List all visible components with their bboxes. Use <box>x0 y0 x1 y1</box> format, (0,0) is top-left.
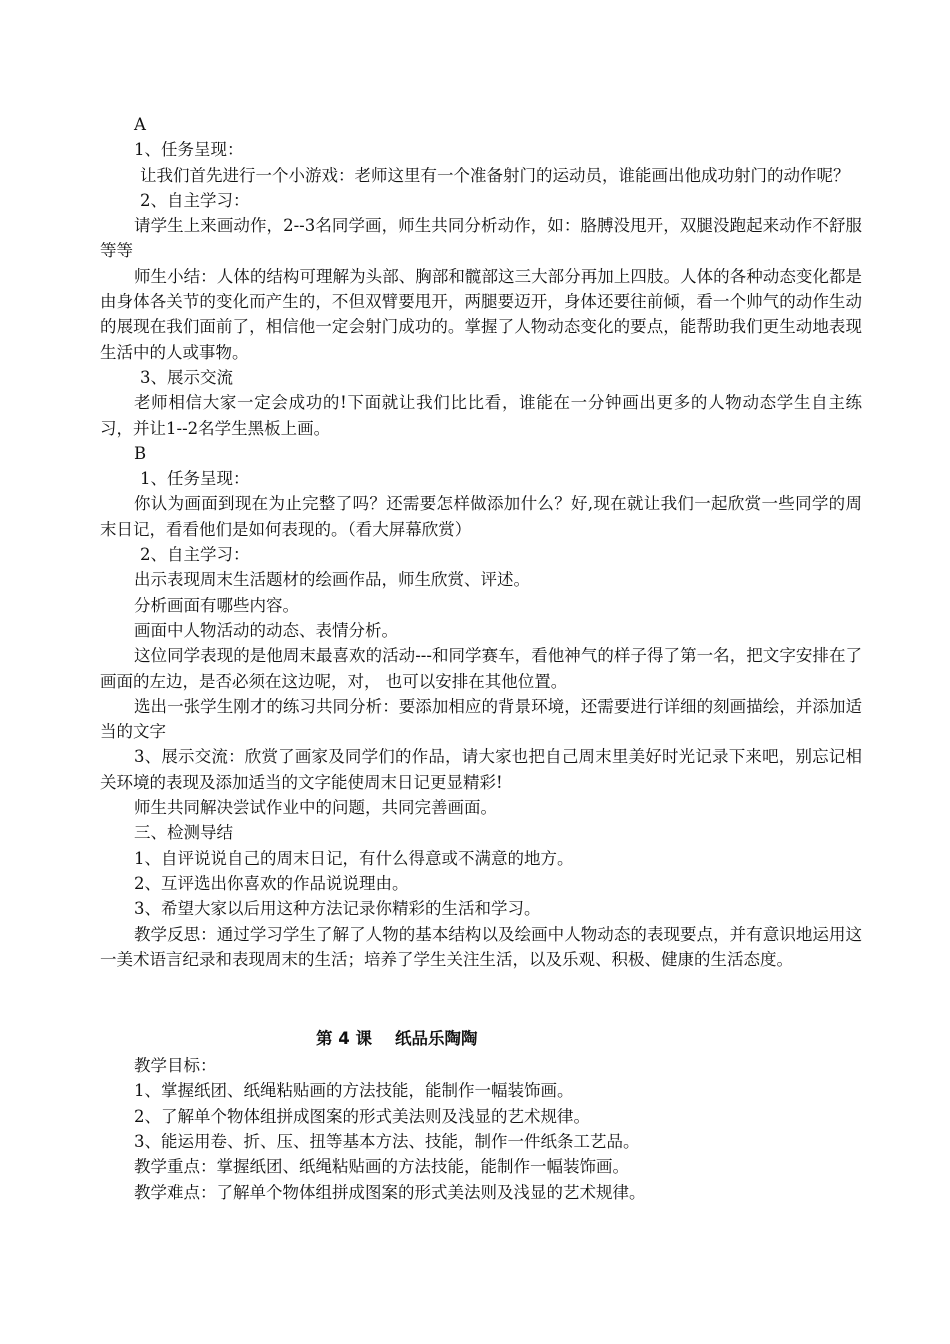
section-gap <box>100 972 862 1027</box>
paragraph: 出示表现周末生活题材的绘画作品，师生欣赏、评述。 <box>134 570 530 590</box>
paragraph: 三、检测导结 <box>134 823 233 843</box>
paragraph: 画面中人物活动的动态、表情分析。 <box>134 620 398 640</box>
document-body <box>100 112 862 1205</box>
lesson-title: 第 4 课 纸品乐陶陶 <box>316 1029 478 1049</box>
paragraph: 3、能运用卷、折、压、扭等基本方法、技能，制作一件纸条工艺品。 <box>134 1131 640 1151</box>
paragraph: 2、自主学习： <box>140 190 250 210</box>
paragraph: 老师相信大家一定会成功的!下面就让我们比比看，谁能在一分钟画出更多的人物动态学生自主练习，并让1--2名学生黑板上画。 <box>100 393 862 438</box>
paragraph: 2、互评选出你喜欢的作品说说理由。 <box>134 873 409 893</box>
paragraph: 教学目标： <box>134 1056 217 1076</box>
paragraph: 师生小结：人体的结构可理解为头部、胸部和髋部这三大部分再加上四肢。人体的各种动态变化都是由身体各关节的变化而产生的，不但双臂要甩开，两腿要迈开，身体还要往前倾，看一个帅气的动作生动的展现在我们面前了，相信他一定会射门成功的。掌握了人物动态变化的要点，能帮助我们更生动地表现生活中的人或事物。 <box>100 266 862 362</box>
paragraph: 教学重点：掌握纸团、纸绳粘贴画的方法技能，能制作一幅装饰画。 <box>134 1157 629 1177</box>
paragraph: 3、展示交流 <box>140 367 233 387</box>
paragraph: 分析画面有哪些内容。 <box>134 595 299 615</box>
paragraph: 2、自主学习： <box>140 545 250 565</box>
paragraph: 师生共同解决尝试作业中的问题，共同完善画面。 <box>134 798 497 818</box>
paragraph: 选出一张学生刚才的练习共同分析：要添加相应的背景环境，还需要进行详细的刻画描绘，并添加适当的文字 <box>100 696 862 742</box>
paragraph: 你认为画面到现在为止完整了吗？还需要怎样做添加什么？好,现在就让我们一起欣赏一些同学的周末日记，看看他们是如何表现的。（看大屏幕欣赏） <box>100 494 862 539</box>
lesson-4-section <box>100 1053 862 1205</box>
paragraph: 2、了解单个物体组拼成图案的形式美法则及浅显的艺术规律。 <box>134 1106 590 1126</box>
paragraph: 1、掌握纸团、纸绳粘贴画的方法技能，能制作一幅装饰画。 <box>134 1081 574 1101</box>
paragraph: 1、任务呈现： <box>134 140 244 160</box>
lesson-3-section <box>100 112 862 972</box>
paragraph: 1、任务呈现： <box>140 469 250 489</box>
paragraph: 1、自评说说自己的周末日记，有什么得意或不满意的地方。 <box>134 848 574 868</box>
paragraph: A <box>134 115 146 134</box>
paragraph: 教学难点：了解单个物体组拼成图案的形式美法则及浅显的艺术规律。 <box>134 1182 646 1202</box>
paragraph: 3、希望大家以后用这种方法记录你精彩的生活和学习。 <box>134 899 541 919</box>
paragraph: 3、展示交流：欣赏了画家及同学们的作品，请大家也把自己周末里美好时光记录下来吧，别忘记相关环境的表现及添加适当的文字能使周末日记更显精彩! <box>100 747 862 792</box>
paragraph: B <box>134 443 147 463</box>
paragraph: 这位同学表现的是他周末最喜欢的活动---和同学赛车，看他神气的样子得了第一名，把文字安排在了画面的左边，是否必须在这边呢，对， 也可以安排在其他位置。 <box>100 646 862 691</box>
paragraph: 教学反思：通过学习学生了解了人物的基本结构以及绘画中人物动态的表现要点，并有意识地运用这一美术语言纪录和表现周末的生活；培养了学生关注生活，以及乐观、积极、健康的生活态度。 <box>100 924 862 969</box>
paragraph: 请学生上来画动作，2--3名同学画，师生共同分析动作，如：胳膊没甩开，双腿没跑起来动作不舒服等等 <box>100 216 862 261</box>
paragraph: 让我们首先进行一个小游戏：老师这里有一个准备射门的运动员，谁能画出他成功射门的动作呢？ <box>140 165 850 185</box>
